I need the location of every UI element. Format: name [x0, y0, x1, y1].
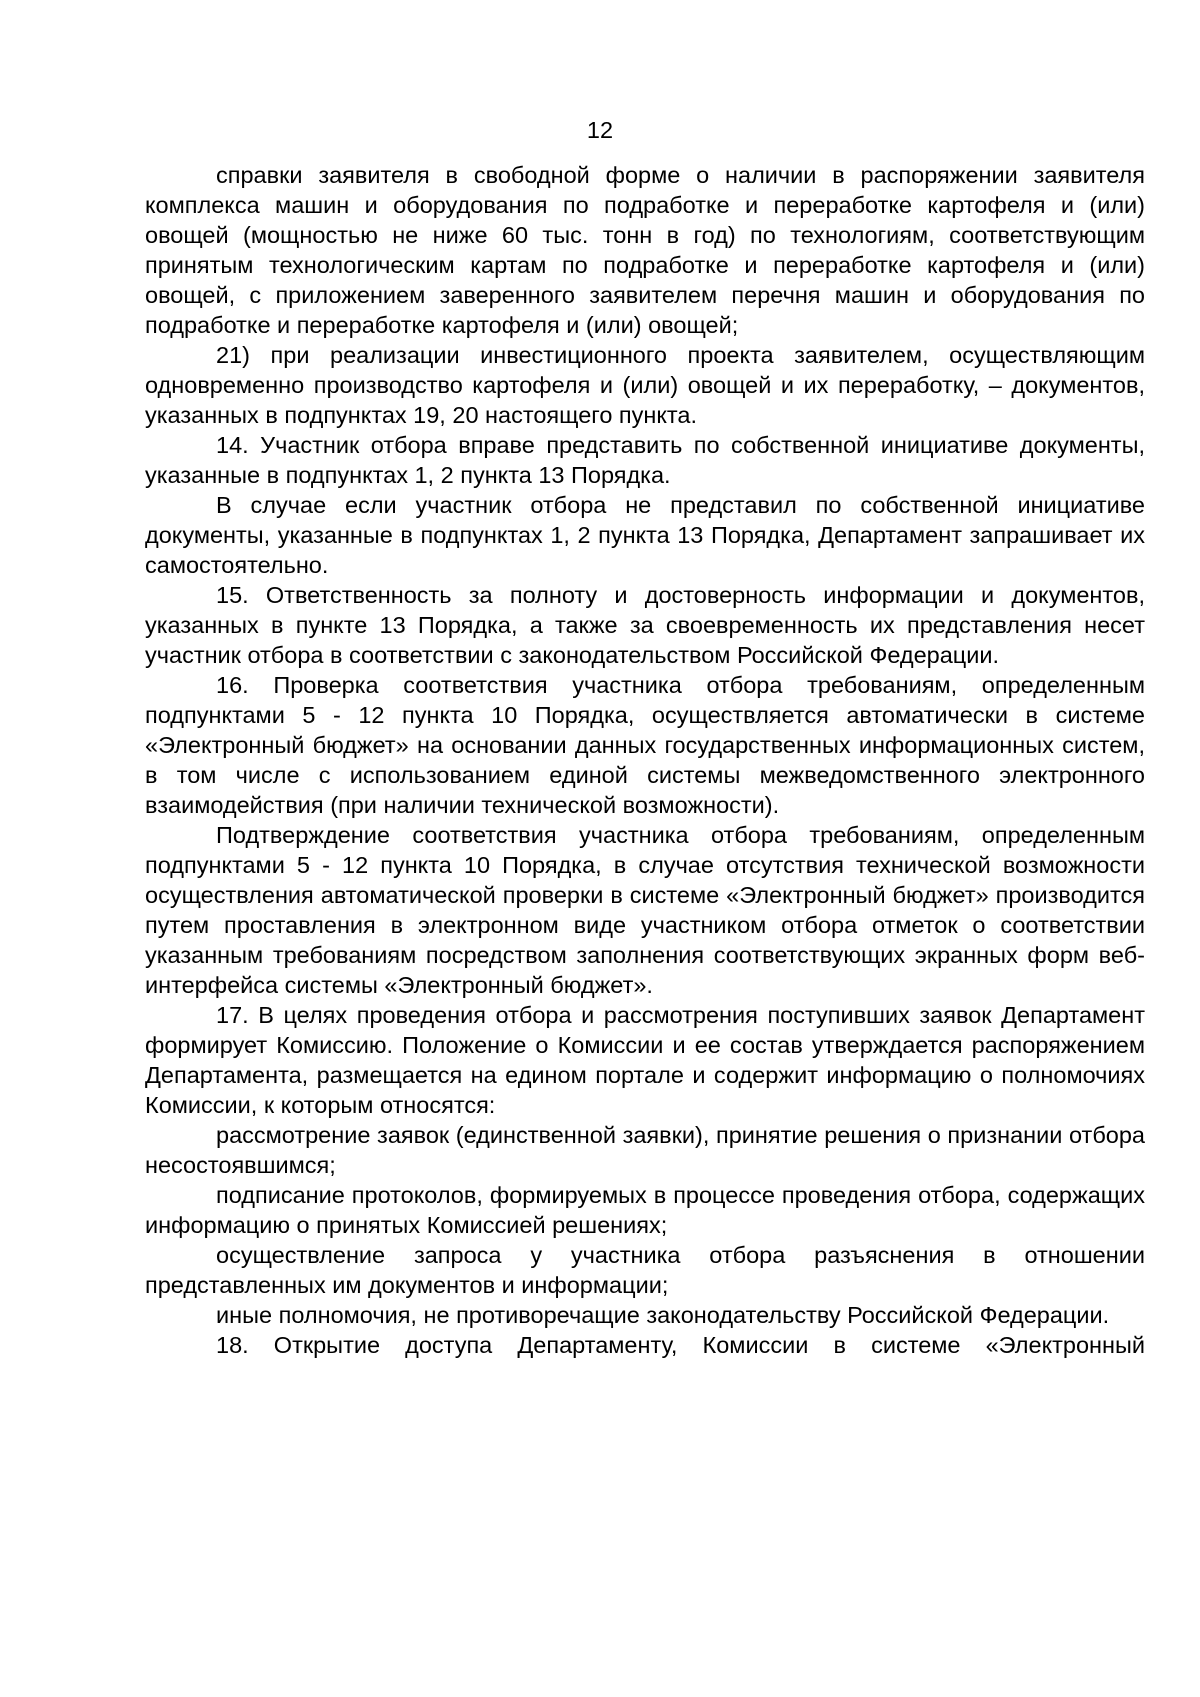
paragraph-commission-power-other: иные полномочия, не противоречащие законодательству Российской Федерации. [216, 1302, 1110, 1328]
paragraph-continuation-requirements: справки заявителя в свободной форме о наличии в распоряжении заявителя комплекса машин и оборудования по подработке и переработке картофеля и (или) овощей (мощностью не ниже 60 тыс. тонн в год) по технологиям, соответствующим принятым технологическим картам по подработке и переработке картофеля и (или) овощей, с приложением заверенного заявителем перечня машин и оборудования по подработке и переработке картофеля и (или) овощей; [145, 162, 1145, 338]
page-number: 12 [586, 117, 614, 143]
paragraph-item-14-request: В случае если участник отбора не представил по собственной инициативе документы, указанные в подпунктах 1, 2 пункта 13 Порядка, Департамент запрашивает их самостоятельно. [145, 492, 1145, 578]
paragraph-item-17: 17. В целях проведения отбора и рассмотрения поступивших заявок Департамент формирует Комиссию. Положение о Комиссии и ее состав утверждается распоряжением Департамента, размещается на едином портале и содержит информацию о полномочиях Комиссии, к которым относятся: [145, 1002, 1145, 1118]
paragraph-item-16-confirmation: Подтверждение соответствия участника отбора требованиям, определенным подпунктами 5 - 12 пункта 10 Порядка, в случае отсутствия технической возможности осуществления автоматической проверки в системе «Электронный бюджет» производится путем проставления в электронном виде участником отбора отметок о соответствии указанным требованиям посредством заполнения соответствующих экранных форм веб-интерфейса системы «Электронный бюджет». [145, 822, 1145, 998]
document-body [145, 160, 1145, 1360]
paragraph-commission-power-review: рассмотрение заявок (единственной заявки), принятие решения о признании отбора несостоявшимся; [145, 1122, 1145, 1178]
paragraph-item-18: 18. Открытие доступа Департаменту, Комиссии в системе «Электронный [216, 1332, 1145, 1358]
paragraph-item-16: 16. Проверка соответствия участника отбора требованиям, определенным подпунктами 5 - 12 пункта 10 Порядка, осуществляется автоматически в системе «Электронный бюджет» на основании данных государственных информационных систем, в том числе с использованием единой системы межведомственного электронного взаимодействия (при наличии технической возможности). [145, 672, 1145, 818]
paragraph-commission-power-protocols: подписание протоколов, формируемых в процессе проведения отбора, содержащих информацию о принятых Комиссией решениях; [145, 1182, 1145, 1238]
paragraph-item-15: 15. Ответственность за полноту и достоверность информации и документов, указанных в пункте 13 Порядка, а также за своевременность их представления несет участник отбора в соответствии с законодательством Российской Федерации. [145, 582, 1145, 668]
paragraph-commission-power-clarification: осуществление запроса у участника отбора разъяснения в отношении представленных им документов и информации; [145, 1242, 1145, 1298]
paragraph-subitem-21: 21) при реализации инвестиционного проекта заявителем, осуществляющим одновременно производство картофеля и (или) овощей и их переработку, – документов, указанных в подпунктах 19, 20 настоящего пункта. [145, 342, 1145, 428]
paragraph-item-14: 14. Участник отбора вправе представить по собственной инициативе документы, указанные в подпунктах 1, 2 пункта 13 Порядка. [145, 432, 1145, 488]
